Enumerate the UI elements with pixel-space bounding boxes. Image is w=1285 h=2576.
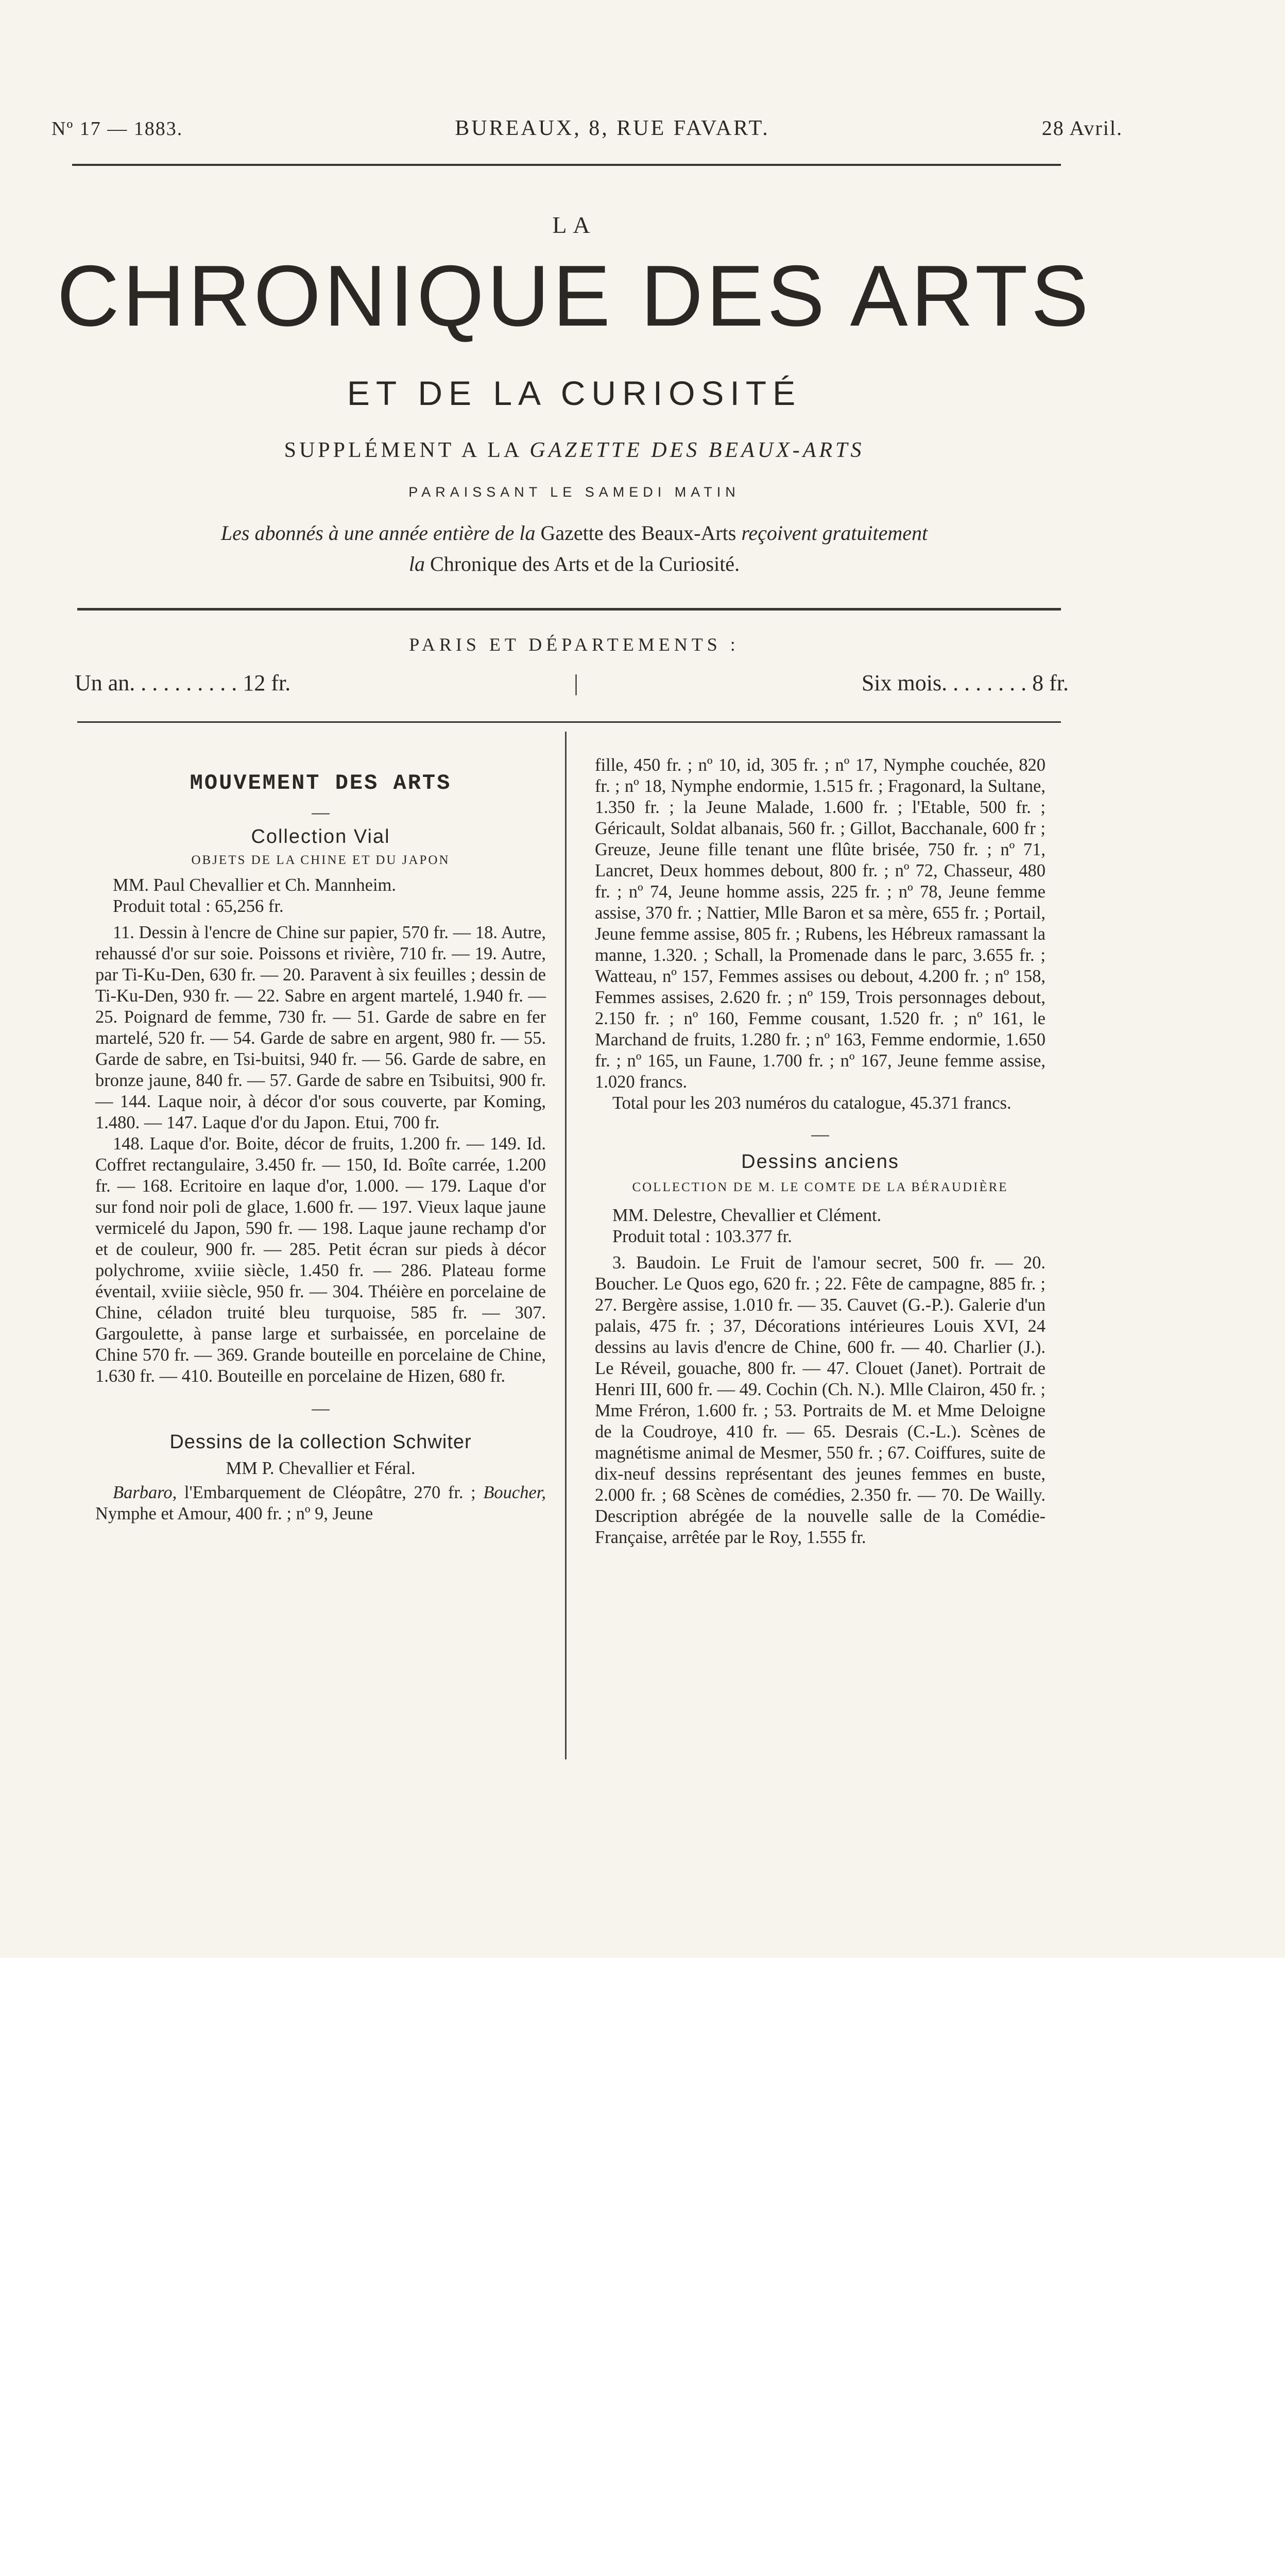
subscription-prices <box>75 670 1069 696</box>
bureau-address: BUREAUX, 8, RUE FAVART. <box>455 116 770 140</box>
right-column <box>595 755 1046 1548</box>
masthead-la: LA <box>552 212 596 238</box>
six-month-label: Six mois. . . . . . . . <box>861 670 1027 696</box>
schwiter-lots-continued: fille, 450 fr. ; nº 10, id, 305 fr. ; nº 17, Nymphe couchée, 820 fr. ; nº 18, Nymphe endormie, 1.515 fr. ; Fragonard, la Sultane, 1.350 fr. ; la Jeune Malade, 1.600 fr. ; l'Etable, 500 fr. ; Géricault, Soldat albanais, 560 fr. ; Gillot, Bacchanale, 600 fr ; Greuze, Jeune fille tenant une flûte brisée, 750 fr. ; nº 71, Lancret, Deux hommes debout, 800 fr. ; nº 72, Chasseur, 480 fr. ; nº 74, Jeune homme assis, 225 fr. ; nº 78, Jeune femme assise, 370 fr. ; Nattier, Mlle Baron et sa mère, 655 fr. ; Portail, Jeune femme assise, 805 fr. ; Rubens, les Hébreux ramassant la manne, 1.320. ; Schall, la Promenade dans le parc, 3.655 fr. ; Watteau, nº 157, Femmes assises ou debout, 4.200 fr. ; nº 158, Femmes assises, 2.620 fr. ; nº 159, Trois personnages debout, 2.150 fr. ; nº 160, Femme cousant, 1.520 fr. ; nº 161, le Marchand de fruits, 1.280 fr. ; nº 163, Femme endormie, 1.650 fr. ; nº 165, un Faune, 1.700 fr. ; nº 167, Jeune femme assise, 1.020 francs. <box>595 755 1046 1092</box>
digitization-footer <box>0 1958 1285 2061</box>
column-divider <box>565 732 567 1759</box>
supplement-line <box>0 438 1149 463</box>
masthead-subtitle: ET DE LA CURIOSITÉ <box>347 374 802 412</box>
subscription-heading: PARIS ET DÉPARTEMENTS : <box>409 634 740 655</box>
issue-number: Nº 17 — 1883. <box>52 118 183 140</box>
beraudiere-experts: MM. Delestre, Chevallier et Clément. <box>612 1206 882 1225</box>
schwiter-total: Total pour les 203 numéros du catalogue, 45.371 francs. <box>612 1093 1012 1113</box>
masthead-title: CHRONIQUE DES ARTS <box>57 247 1092 344</box>
collection-vial-lots-1: 11. Dessin à l'encre de Chine sur papier, 570 fr. — 18. Autre, rehaussé d'or sur soie. Poissons et rivière, 710 fr. — 19. Autre, par Ti-Ku-Den, 630 fr. — 20. Paravent à six feuilles ; dessin de Ti-Ku-Den, 930 fr. — 22. Sabre en argent martelé, 1.940 fr. — 25. Poignard de femme, 730 fr. — 51. Garde de sabre en fer martelé, 520 fr. — 54. Garde de sabre en argent, 980 fr. — 55. Garde de sabre, en Tsi-buitsi, 940 fr. — 56. Garde de sabre, en bronze jaune, 840 fr. — 57. Garde de sabre en Tsibuitsi, 900 fr. — 144. Laque noir, à décor d'or sous couverte, par Koming, 1.480. — 147. Laque d'or du Japon. Etui, 700 fr. <box>95 923 546 1132</box>
header-rule <box>72 164 1061 166</box>
separator-dash: — <box>312 803 330 822</box>
beraudiere-subtitle: COLLECTION DE M. LE COMTE DE LA BÉRAUDIÈRE <box>632 1180 1008 1194</box>
dessins-anciens-title: Dessins anciens <box>741 1151 899 1173</box>
collection-vial-total: Produit total : 65,256 fr. <box>113 896 284 916</box>
beraudiere-total: Produit total : 103.377 fr. <box>612 1227 792 1246</box>
separator-dash: — <box>312 1399 330 1418</box>
issue-date: 28 Avril. <box>1041 116 1123 140</box>
beraudiere-lots: 3. Baudoin. Le Fruit de l'amour secret, 500 fr. — 20. Boucher. Le Quos ego, 620 fr. ; 22. Fête de campagne, 885 fr. ; 27. Bergère assise, 1.010 fr. — 35. Cauvet (G.-P.). Galerie d'un palais, 475 fr. ; 37, Décorations intérieures Louis XVI, 24 dessins au lavis d'encre de Chine, 600 fr. — 40. Charlier (J.). Le Réveil, gouache, 800 fr. — 47. Clouet (Janet). Portrait de Henri III, 600 fr. — 49. Cochin (Ch. N.). Mlle Clairon, 450 fr. ; Mme Fréron, 1.600 fr. ; 53. Portraits de M. et Mme Deloigne de la Coudroye, 410 fr. — 65. Desrais (C.-L.). Scènes de magnétisme animal de Mesmer, 550 fr. ; 67. Coiffures, suite de dix-neuf dessins représentant des jeunes femmes en buste, 2.000 fr. ; 68 Scènes de comédies, 2.350 fr. — 70. De Wailly. Description abrégée de la nouvelle salle de la Comédie-Française, arrêtée par le Roy, 1.555 fr. <box>595 1253 1046 1547</box>
six-month-price: 8 fr. <box>1032 670 1069 696</box>
publication-schedule: PARAISSANT LE SAMEDI MATIN <box>408 484 740 500</box>
masthead-rule <box>77 608 1061 611</box>
collection-vial-title: Collection Vial <box>251 826 390 848</box>
year-price: 12 fr. <box>243 670 291 696</box>
collection-vial-experts: MM. Paul Chevallier et Ch. Mannheim. <box>113 875 397 895</box>
subscriber-notice: Les abonnés à une année entière de la Gazette des Beaux-Arts reçoivent gratuitement la Chronique des Arts et de la Curiosité. <box>220 521 928 575</box>
price-separator: | <box>574 670 578 696</box>
supplement-prefix: SUPPLÉMENT A LA <box>284 438 530 462</box>
supplement-journal: GAZETTE DES BEAUX-ARTS <box>529 438 865 462</box>
schwiter-experts: MM P. Chevallier et Féral. <box>226 1459 416 1478</box>
running-header <box>52 116 1123 141</box>
collection-vial-lots-2: 148. Laque d'or. Boite, décor de fruits, 1.200 fr. — 149. Id. Coffret rectangulaire, 3.450 fr. — 150, Id. Boîte carrée, 1.200 fr. — 168. Ecritoire en laque d'or, 1.000. — 179. Laque d'or sur fond noir poli de glace, 1.600 fr. — 197. Vieux laque jaune vermicelé du Japon, 590 fr. — 198. Laque jaune rechamp d'or et de couleur, 900 fr. — 285. Petit écran sur pieds à décor polychrome, xviiie siècle, 1.450 fr. — 286. Plateau forme éventail, xviiie siècle, 950 fr. — 304. Théière en porcelaine de Chine, céladon truité bleu turquoise, 585 fr. — 307. Gargoulette, à panse large et surbaissée, en porcelaine de Chine 570 fr. — 369. Grande bouteille en porcelaine de Chine, 1.630 fr. — 410. Bouteille en porcelaine de Hizen, 680 fr. <box>95 1134 546 1386</box>
separator-dash: — <box>811 1125 829 1144</box>
subscription-rule <box>77 721 1061 723</box>
schwiter-title: Dessins de la collection Schwiter <box>169 1431 472 1453</box>
section-title-mouvement: MOUVEMENT DES ARTS <box>190 771 452 795</box>
year-label: Un an. . . . . . . . . . <box>75 670 237 696</box>
schwiter-lots: Barbaro, l'Embarquement de Cléopâtre, 270 fr. ; Boucher, Nymphe et Amour, 400 fr. ; nº 9, Jeune <box>95 1483 546 1523</box>
collection-vial-subtitle: OBJETS DE LA CHINE ET DU JAPON <box>191 853 450 867</box>
left-column <box>95 773 546 1524</box>
